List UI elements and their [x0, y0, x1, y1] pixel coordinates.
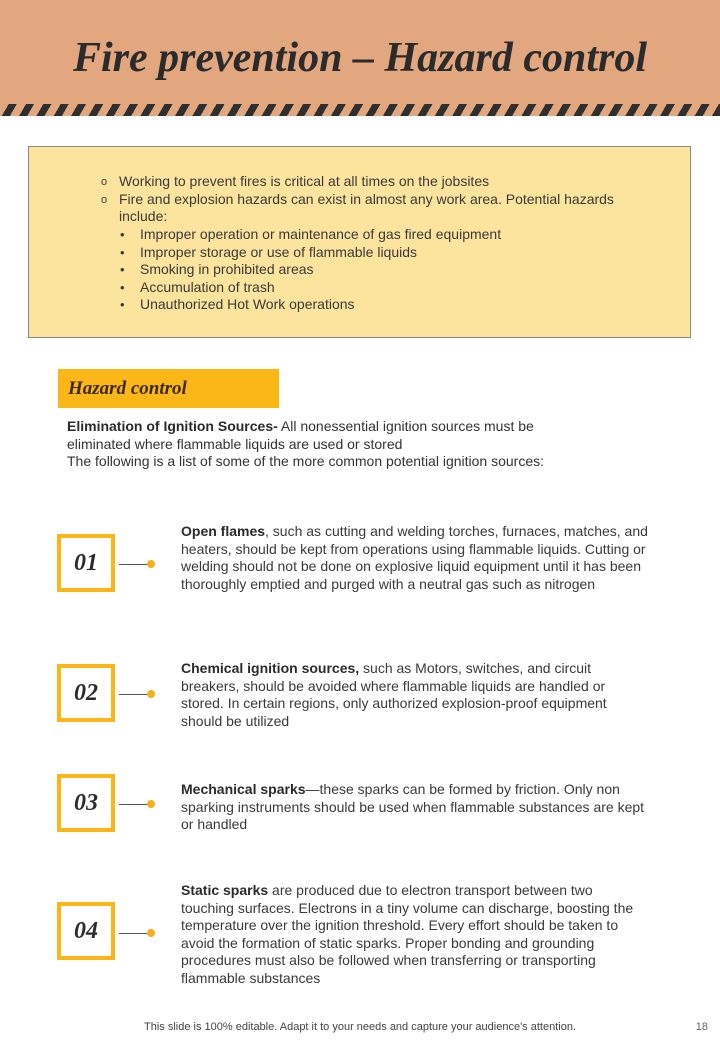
item-number: 02	[74, 679, 98, 706]
hazard-item: • Smoking in prohibited areas	[120, 261, 640, 279]
item-text	[181, 882, 649, 988]
connector-dot	[147, 800, 155, 808]
hazard-item: • Improper storage or use of flammable liquids	[120, 244, 640, 262]
item-number-box	[57, 774, 115, 832]
hazard-item: • Improper operation or maintenance of gas fired equipment	[120, 226, 640, 244]
item-number-box	[57, 664, 115, 722]
footer-note: This slide is 100% editable. Adapt it to your needs and capture your audience's attention.	[144, 1021, 576, 1033]
item-title: Chemical ignition sources,	[181, 660, 360, 676]
item-text	[181, 660, 649, 730]
page-title: Fire prevention – Hazard control	[72, 35, 648, 81]
item-body: —these sparks can be formed by friction. Only non sparking instruments should be used when flammable substances are kept or handled	[181, 781, 645, 833]
list-intro: The following is a list of some of the more common potential ignition sources:	[67, 453, 545, 469]
header-band	[0, 0, 720, 116]
intro-box	[28, 146, 691, 338]
page-number: 18	[695, 1021, 708, 1033]
item-body: are produced due to electron transport between two touching surfaces. Electrons in a tiny volume can discharge, boosting the temperature over the ignition threshold. Every effort should be taken to avoid the formation of static sparks. Proper bonding and grounding procedures must also be followed when transferring or transporting flammable substances	[181, 882, 634, 986]
item-body: , such as cutting and welding torches, furnaces, matches, and heaters, should be kept from operations using flammable liquids. Cutting or welding should not be done on explosive liquid equipment until it has been thoroughly emptied and purged with a neutral gas such as nitrogen	[181, 523, 648, 592]
connector-line	[119, 933, 147, 934]
elimination-paragraph	[67, 418, 587, 471]
item-title: Mechanical sparks	[181, 781, 306, 797]
intro-point: o Working to prevent fires is critical at all times on the jobsites	[101, 173, 621, 191]
connector-line	[119, 694, 147, 695]
connector-dot	[147, 560, 155, 568]
item-number: 03	[74, 789, 98, 816]
intro-list	[101, 173, 621, 226]
item-number-box	[57, 902, 115, 960]
connector-dot	[147, 929, 155, 937]
item-title: Open flames	[181, 523, 266, 539]
elimination-body: All nonessential ignition sources must be eliminated where flammable liquids are used or stored	[67, 418, 534, 452]
intro-point: o Fire and explosion hazards can exist in almost any work area. Potential hazards include:	[101, 191, 621, 226]
connector-dot	[147, 690, 155, 698]
hazard-stripe-divider	[0, 104, 720, 116]
item-number: 04	[74, 917, 98, 944]
item-title: Static sparks	[181, 882, 269, 898]
item-text	[181, 523, 649, 593]
item-text	[181, 781, 649, 834]
connector-line	[119, 564, 147, 565]
item-number-box	[57, 534, 115, 592]
hazard-control-tab	[58, 369, 279, 408]
hazard-control-label: Hazard control	[68, 378, 187, 399]
item-body: such as Motors, switches, and circuit breakers, should be avoided where flammable liquids are handled or stored. In certain regions, only authorized explosion-proof equipment should be utilized	[181, 660, 607, 729]
hazard-item: • Accumulation of trash	[120, 279, 640, 297]
item-number: 01	[74, 549, 98, 576]
elimination-title: Elimination of Ignition Sources-	[67, 418, 278, 434]
hazard-item: • Unauthorized Hot Work operations	[120, 296, 640, 314]
hazards-list	[120, 226, 640, 314]
connector-line	[119, 804, 147, 805]
